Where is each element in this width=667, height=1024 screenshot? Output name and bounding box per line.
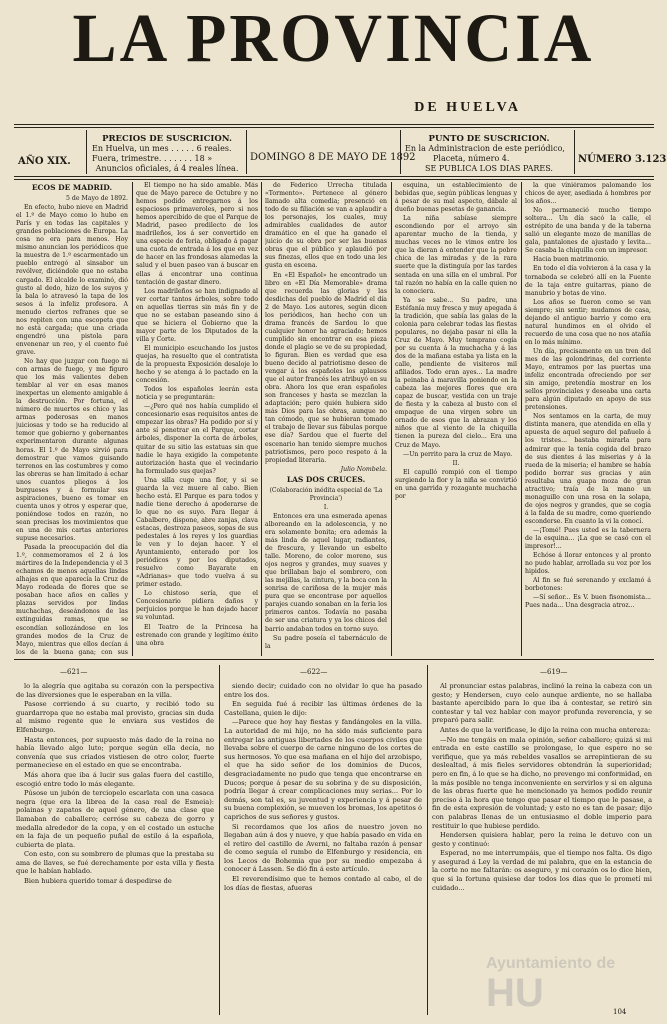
paragraph: Su padre poseía el tabernáculo de la	[265, 634, 387, 650]
paragraph: Lo chistoso sería, que el Concesionario pidiera daños y perjuicios porque le han dejado hacer su voluntad.	[136, 590, 258, 622]
paragraph: Bien hubiera querido tomar á despedirse de	[24, 877, 172, 886]
article-heading: ECOS DE MADRID.	[31, 183, 113, 192]
article-dateline: 5 de Mayo de 1892.	[65, 195, 128, 203]
paragraph: Antes de que la verificase, le dijo la reina con mucha entereza:	[440, 725, 651, 734]
paragraph: En todo el día volvieron á la casa y la tornaboda se celebró allí en la Fuente de la taja entre guitarras, piano de manubrio y botas de vino.	[525, 265, 651, 297]
paragraph: —Parece que hoy hay fiestas y fandángoles en la villa. La autoridad de mi hijo, no ha sido más suficiente para entregar las antiguas libertades de los cuerpos civiles que llevaba sobre el cuerpo de carne ninguno de los cortes de sus hermosos. Yo que esa mañana en el hijo del arzobispo, el que ha sido señor de los dominios de Ducos, desgraciadamente no pudo que tenga que encontrarse en Ducos; porque á pesar de su sobrina y de su disposición, podría llegar á crear complicaciones muy serias... Por lo demás, son tal es, su juventud y experiencia y á pesar de su buena complexión, se mueven los bromas, los apetitos ó caprichos de sus señores y gustos.	[224, 718, 422, 821]
page-number-middle: —622—	[300, 668, 328, 676]
subscription-prices	[92, 134, 242, 174]
paragraph: El reverendísimo que te hemos contado al cabo, el de los días de fiestas, afueras	[224, 875, 422, 892]
newspaper-subtitle: DE HUELVA	[414, 100, 521, 115]
header-rule-top-2	[14, 127, 654, 128]
paragraph: Con esto, con su sombrero de plumas que la prestaba su ama de llaves, se fué derechamente por esta villa y fiesta que le habían hablado.	[16, 850, 214, 876]
header-rule-bottom	[14, 176, 654, 177]
article-subheading: (Colaboración inédita especial de 'La Provincia')	[269, 486, 383, 502]
year-label: AÑO XIX.	[18, 156, 71, 167]
page-number-left: —621—	[60, 668, 88, 676]
subscription-price-line: En Huelva, un mes . . . . . 6 reales.	[92, 144, 232, 153]
paragraph: Ya se sabe... Su padre, una Estéfanía muy fresca y muy apegada á la tradición, que sabía las galas de la colonia para celebrar todas las fiestas populares, no dejaba pasar ni ella la Cruz de Mayo. Muy temprano cogía por su cuenta á la muchacha y á las dos de la mañana estaba ya lista en la calle, pendiente de visiteros mil afiliados. Todo eran ayes... La madre la peinaba á maravilla poniendo en la cabeza las mejores flores que era capaz de buscar, vestida con un traje de fiesta y la cabeza al busto con el empaque de una virgen sobre un ornado de esos que la abrazan y los niños que al viento de la chiquilla tienen la pureza del cielo... Era una Cruz de Mayo.	[395, 296, 517, 449]
subscription-point-line: Placeta, número 4.	[433, 154, 510, 163]
paragraph: esquina, un establecimiento de bebidas que, según públicas lenguas y á pesar de su mal aspecto, dábale al dueño buenas pesetas de ganancia.	[395, 182, 517, 214]
article-signature: Julio Nombela.	[340, 465, 387, 473]
paragraph: Una silla cuge una flor, y si se guarda la vez muere al cabo. Bien hecho está. El Parque es para todos y nadie tiene derecho á apoderarse de lo que no es suyo. Para llegar á Cabalbero, dispone, abre zanjas, clava estacas, destroza paseos, sopas de sus pedestales á los reyes y los guardias le ven y lo dejan hacer. Y el Ayuntamiento, enterado por los periódicos y por los diputados, resuelvo como Bayarate en «Adrianas» que todo vuelva á su primer estado.	[136, 476, 258, 589]
paragraph: Hacia buen matrimonio.	[533, 256, 609, 264]
column-1	[16, 182, 128, 656]
paragraph: de Federico Urrecha titulada «Tormento». Pertenece al género llamado alta comedia; presenció en todo de su filiación se van a aplaudir a los personajes, los cuales, muy admirables cualidades de autor dramático en el que ha ganado el juicio de su obra por ser las buenas obras que el público y aplaudió por sus finezas, ellos que en todo una les gusta en escena.	[265, 182, 387, 270]
paragraph: En efecto, hubo nieve en Madrid el 1.º de Mayo como lo hubo en París y en todas las capitales y grandes poblaciones de Europa. La cosa no era para menos. Hoy mismo anuncian los periódicos que la muestra de 1.º escarmentado un pueblo entregó al sinsabor un revólver, diciéndole que no estaba cargado. El alcalde lo examinó, dió gusto al dedo, hizo de los suyos y la bala lo atravesó la tapa de los sesos á la infeliz profesora. A menudo ciertos refranes que se nos repiten con una escopeta que no está cargada; que una criada engendró una pistola para envenenar un reo, y el cuento fué grave.	[16, 204, 128, 356]
paragraph: Un día, precisamente en un tren del mes de las golondrinas, del corriente Mayo, entramos por las puertas una infeliz encontrada ofreciendo por ser sin amigo, pretendía mostrar en los sellos provinciales y deseaba una carta para algún diputado en apoyo de sus pretensiones.	[525, 347, 651, 412]
paragraph: Echóse á llorar entonces y al pronto no pudo hablar, arrollada su voz por los hipidos.	[525, 552, 651, 576]
paragraph: Los años se fueron como se van siempre; sin sentir; mudamos de casa, dejando el antiguo barrio y como era natural hundimos en el olvido el recuerdo de una cosa que no nos atañía en lo más mínimo.	[525, 298, 651, 346]
column-3	[265, 182, 387, 656]
issue-date: DOMINGO 8 DE MAYO DE 1892	[250, 152, 416, 163]
corner-number: 104	[613, 1008, 627, 1016]
section-numeral: II.	[452, 459, 460, 467]
paragraph: En seguida fué á recibir las últimas órdenes de la Castellana, quien le dijo:	[224, 700, 422, 717]
subscription-price-line: Fuera, trimestre. . . . . . . 18 »	[92, 154, 213, 163]
paragraph: Más ahora que iba á lucir sus galas fuera del castillo, escogió entre todo lo más elegante.	[16, 770, 214, 788]
paragraph: En «El Español» he encontrado un libro en «El Día Memorable» drama que recuerda las glorias y las desdichas del pueblo de Madrid el día 2 de Mayo. Los autores, según dicen los periódicos, han hecho con un drama francés de Sardou lo que cualquier honor ha agraciado; hemos cumplido sin encontrar en esa pieza donde el plagio se ve de su propiedad, lo figuran. Bien es verdad que esa bueno decido al patriotismo deseo de vengar á los españoles los aplausos que el autor francés les atribuyó en su obra. Ahora los que eran españoles son franceses y hasta se mezclan la adaptación; pero quién hubiera sido más Dios para las obras, aunque no tan cómodo, que se hubieran tomado el trabajo de llevar sus fábulas porque ese día? Sardou que el fuerte del escenario han tenido siempre muchos patriotismos, pero poco respeto á la propiedad literaria.	[265, 271, 387, 464]
paragraph: Nos sentamos en la carta, de muy distinta manera, que atendida en ella y apuesta de aquel seguro del pañuelo á los tristes... bastaba mirarla para admirar que la tenía cogida del brazo de sus dientes á las miserias y á la rueda de la miseria; el hambre se había podido borrar sus gracias y aún resultaba una guapa moza de gran atractivo; traía de la mano un monaguillo con una rosa en la solapa, de ojos negros y grandes, que se cogía á la falda de su madre, como queriendo esconderse. En cuanto la vi la conocí.	[525, 413, 651, 525]
paragraph: El tiempo no ha sido amable. Más que de Mayo parece de Octubre y no hemos podido entregarnos á los espaciosos primaveroles, pero si nos hemos apercibido de que el Parque de Madrid, paseo predilecto de los madrileños, los á ser convertido en una especie de feria, obligado á pagar una cuota de entrada á los que en vez de hacer en las frondosas alamedas la salud y el buen paseo van á buscar en ellas á encontrar una continua tentación de gastar dinero.	[136, 182, 258, 286]
paragraph: No hay que juzgar con fuego ni con armas de fuego, y me figuro que los más valientes deben temblar al ver en esas manos inexpertas un elemento amigable á la destrucción. Por fortuna, el número de muertos es chico y las armas poderosas en manos juiciosas y todo se ha reducido al temor que gobierno y gobernantes experimentaron durante algunas horas. El 1.º de Mayo sirvió para demostrar que vamos guisando terrenos en las costumbres y como las obreras se han limitado á echar unos cuantos pliegos á los burgueses y á formular sus aspiraciones, bueno es tomar en cuenta unos y otros y esperar que, poniéndose todos en razón, no sean precisas los movimientos que en una de mis cartas anteriores supuse necesarios.	[16, 357, 128, 543]
paragraph: Al pronunciar estas palabras, inclinó la reina la cabeza con un gesto; y Hendersen, cuyo celo aunque ardiente, no se hallaba bastante apercibido para lo que iba á contestar, se retiró sin contestar y tal vez hablar con mayor profunda reverencia, y se preparó para salir.	[432, 682, 652, 725]
column-divider	[132, 182, 133, 656]
paragraph: —Sí señor... Es V. buen fisonomista... Pues nada... Una desgracia atroz...	[525, 594, 651, 610]
paragraph: El municipio escuchando los justos quejas, ha resuelto que el contratista de la propuesta Exposición desaloje lo hecho y se atenga á lo pactado en la concesión.	[136, 344, 258, 385]
feuilleton-divider	[427, 665, 428, 1015]
feuilleton-divider	[219, 665, 220, 1015]
paragraph: —¡Tomé! Pues usted es la tabernera de la esquina... ¡La que se casó con el impresor!...	[525, 526, 651, 551]
feuilleton-column-1	[16, 682, 214, 1018]
paragraph: la que viniéramos palomando los chicos de ayer, asediada á hombres por los años...	[525, 182, 651, 206]
subscription-point-title: PUNTO DE SUSCRICION.	[428, 134, 550, 144]
paragraph: Esperad, no me interrumpáis, que el tiempo nos falta. Os digo y asegurad á Ley la verdad de mi palabra, que en la estancia de la corte no me faltarán: os aseguro, y mi corazón os lo dice bien, que si la fortuna quisiese dar todos los dias que le prometí mi cuidado...	[432, 849, 652, 892]
subscription-point-line: En la Administracion de este periódico,	[405, 144, 565, 153]
header-divider-4	[574, 130, 575, 174]
column-divider	[261, 182, 262, 656]
header-divider-1	[86, 130, 87, 174]
page-number-right: —619—	[540, 668, 568, 676]
paragraph: No permaneció mucho tiempo soltera... Un día sacó la calle, el estrépito de una banda y de la taberna salió un elegante mozo de manillas de gala, pantalones de ajustado y levita... Se casaba la chiquilla con un impresor.	[525, 207, 651, 255]
section-numeral: I.	[323, 503, 329, 511]
header-rule-top	[14, 124, 654, 125]
column-divider	[521, 182, 522, 656]
column-5	[525, 182, 651, 656]
paragraph: Si recordamos que los años de nuestro joven no llegaban aún á dos y nueve, y que había pasado en vida en el retiro del castillo de Averni, no faltaba razón á pensar de como seguía el rumbo de Elfenburgo y residencia, en los Lecos de Bohemia que por su medio empezaba á conocer á Lassen. Se dió fin á este artículo.	[224, 822, 422, 874]
paragraph: El Teatro de la Princesa ha estrenado con grande y legítimo éxito una obra	[136, 623, 258, 647]
article-heading: LAS DOS CRUCES.	[286, 474, 366, 484]
newspaper-title: LA PROVINCIA	[72, 0, 595, 77]
paragraph: Hasta entonces, por supuesto más dado de la reina no había llevado algo luto; porque según ella decía, no convenía que sus criados vistiesen de otro color, fuerte permaneciese en el estado en que se encontraba.	[16, 735, 214, 770]
header-rule-bottom-2	[14, 179, 654, 180]
header-divider-3	[400, 130, 401, 174]
paragraph: El capulló rompió con el tiempo surgiendo la flor y la niña se convirtió en una garrida y rozagante muchacha por	[395, 468, 517, 500]
paragraph: Pasose corriendo á su cuarto, y recibió todo su guardarropa que no estaba mal provisto, gracias sin duda al mismo regente que le enviara sus vestidos de Elfenburgo.	[16, 700, 214, 734]
column-divider	[391, 182, 392, 656]
subscription-point	[405, 134, 573, 174]
subscription-prices-title: PRECIOS DE SUSCRICION.	[102, 134, 232, 144]
header-divider-2	[246, 130, 247, 174]
feuilleton-rule	[14, 659, 654, 660]
masthead	[0, 0, 667, 77]
paragraph: La niña sabíase siempre escondiendo por el arroyo sin aparentar mucho de la tienda, y muchas veces no le vimos entre los que la dieran á entender que la pobre chica de las miradas y de la rara suerte que la distinguía por las tardes sentada en una silla en el umbral. Por tal razón no había en la calle quien no la conociera.	[395, 215, 517, 295]
feuilleton-column-2	[224, 682, 422, 1018]
paragraph: siendo decir; cuidado con no olvidar lo que ha pasado entre los dos.	[224, 682, 422, 699]
subscription-price-line: Anuncios oficiales, á 4 reales línea.	[95, 164, 239, 173]
watermark-line: HU	[486, 971, 544, 1015]
column-4	[395, 182, 517, 656]
paragraph: Al fin se fué serenando y exclamó á borbotones:	[525, 577, 651, 593]
paragraph: Entonces era una esmerada apenas alboreando en la adolescencia, y no era solamente bonita; era además la más linda de aquel lugar, radiantes, de frescura, y llevando un esbelto talle. Moreno, de color moreno, sus ojos negros y grandes, muy suaves y que brillaban bajo el sombrero, con las mejillas, la cintura, y la boca con la sonrisa de cariñosa de la mujer más pura que se encontrase por aquellos parajes cuando sonaban en la feria los primeros cantos. Todavía no pasaba de ser una criatura y ya los chicos del barrio andaban todos en torno suyo.	[265, 512, 387, 633]
paragraph: Los madrileños se han indignado al ver cortar tantos árboles, sobre todo en aquellas tierras sin más fin y de que no se estaban paseando sino á que se hiciera el Gobierno que la mayor parte de los Diputados de la villa y Corte.	[136, 287, 258, 343]
paragraph: lo la alegría que agitaba su corazón con la perspectiva de las diversiones que le esperaban en la villa.	[16, 682, 214, 699]
archive-watermark	[486, 955, 615, 1013]
subscription-point-line: SE PUBLICA LOS DIAS PARES.	[425, 164, 553, 173]
paragraph: Púsose un jubón de terciopelo escarlata con una casaca negra (que era la librea de la casa real de Esmeia): polainas y zapatos de aquel género, de una clase que llamaban de caballero; cerróse su cabeza de gorro y medalla alrededor de la copa, y en el costado un estuche en la faja de un pequeño puñal de estilo á la española, cubierta de plata.	[16, 789, 214, 849]
issue-number: NÚMERO 3.123	[578, 154, 667, 165]
paragraph: Todos los españoles leerán esta noticia y se preguntarán:	[136, 386, 258, 402]
paragraph: Hendersen quisiera hablar, pero la reina le detuvo con un gesto y continuó:	[432, 831, 652, 848]
paragraph: —¿Pero qué nos había cumplido el concesionario esas requisitos antes de empezar las obras? Ha podido por sí y ante sí penetrar en el Parque, cortar árboles, disponer la corta de árboles, quitar de su sitio las estatuas sin que nadie le haya exigido la competente autorización hasta que el vecindario ha formulado sus quejas?	[136, 403, 258, 475]
paragraph: —Un perrito para la cruz de Mayo.	[403, 450, 513, 458]
watermark-line: Ayuntamiento de	[486, 955, 616, 972]
paragraph: —No me tengáis en mala opinión, señor caballero; quizá si mi entrada en este castillo se prolongase, lo que espero no se verifique, que ya más rebeldes vasallos se arrepintieran de su deslealtad, á mis fieles servidores obtendrán la superioridad; pero en fin, á lo que se ha dicho, no prevengo mi conformidad, en la más posible no tenga inconveniente en servirlos y si en alguna de las obras fuerte que he mencionado ya hemos podido reunir preciso á la hora que tengo que pasar el tiempo que le pasase, a fin de esta expresión de voluntad; y esto no es tan de pasar; dijo con palabras llenas de un entusiasmo el doble imperio para restituir lo que hubiese perdido.	[432, 735, 652, 830]
column-2	[136, 182, 258, 656]
paragraph: Pasada la preocupación del día 1.º, conmemoramos el 2 á los mártires de la Independencia y el 3 echamos de menos aquellas lindas alhajas en que aparecía la Cruz de Mayo rodeada de flores que se posaban hace años en calles y plazas servidos por lindas muchachas, deseándonos de las extinguidas ramas, que se escondían sollozándose en los grandes modos de la Cruz de Mayo, mientras que ellos decían á los de la buena gana; con sus	[16, 544, 128, 656]
